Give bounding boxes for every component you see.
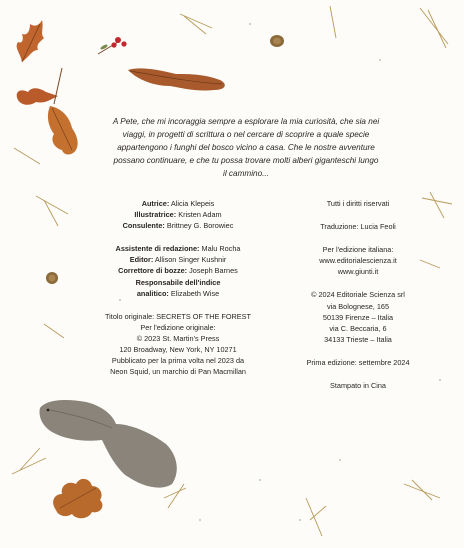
slug-illustration: [128, 68, 225, 90]
berry-sprig-illustration: [98, 37, 127, 54]
italian-edition-block: Per l'edizione italiana: www.editorialescienza.it www.giunti.it: [319, 245, 397, 277]
acorn-left-illustration: [46, 272, 58, 284]
dedication-text: A Pete, che mi incoraggia sempre a esplorare la mia curiosità, che sia nei viaggi, in progetti di scrittura o nel cercare di scoprire a quale specie appartengono i funghi del bosco vicino a casa. Che le nostre avventure possano continuare, e che tu possa trovare molti alberi giganteschi lungo il cammino...: [112, 117, 380, 179]
credit-row-index: analitico: Elizabeth Wise: [136, 288, 220, 298]
credit-row: Consulente: Brittney G. Borowiec: [122, 221, 234, 231]
publisher-address-block: © 2024 Editoriale Scienza srl via Bolognese, 165 50139 Firenze – Italia via C. Beccaria, 6 34133 Trieste – Italia: [311, 290, 405, 344]
original-edition-block: Titolo originale: SECRETS OF THE FOREST Per l'edizione originale: © 2023 St. Martin's Press 120 Broadway, New York, NY 10271 Pubblicato per la prima volta nel 2023 da Neon Squid, un marchio di Pan Macmillan: [105, 311, 251, 377]
rights-text: Tutti i diritti riservati: [326, 199, 390, 208]
credit-row: Illustratrice: Kristen Adam: [134, 210, 222, 220]
credits-column: [100, 198, 256, 377]
squirrel-illustration: [40, 400, 177, 488]
credit-row: Assistente di redazione: Malu Rocha: [115, 244, 241, 254]
oak-leaf-top-left-illustration: [17, 20, 44, 62]
acorn-top-illustration: [270, 35, 284, 47]
credit-row: Autrice: Alicia Klepeis: [141, 199, 215, 208]
credit-row: Correttore di bozze: Joseph Barnes: [118, 266, 238, 276]
printed-in-text: Stampato in Cina: [330, 381, 386, 391]
first-edition-text: Prima edizione: settembre 2024: [306, 357, 410, 367]
publisher-column: [288, 198, 428, 391]
credit-row-index: Responsabile dell'indice: [135, 277, 221, 287]
credit-row: Editor: Allison Singer Kushnir: [129, 255, 227, 265]
translation-text: Traduzione: Lucia Feoli: [320, 222, 396, 232]
oak-leaf-bottom-illustration: [53, 479, 102, 518]
autumn-leaves-left-illustration: [17, 68, 78, 155]
